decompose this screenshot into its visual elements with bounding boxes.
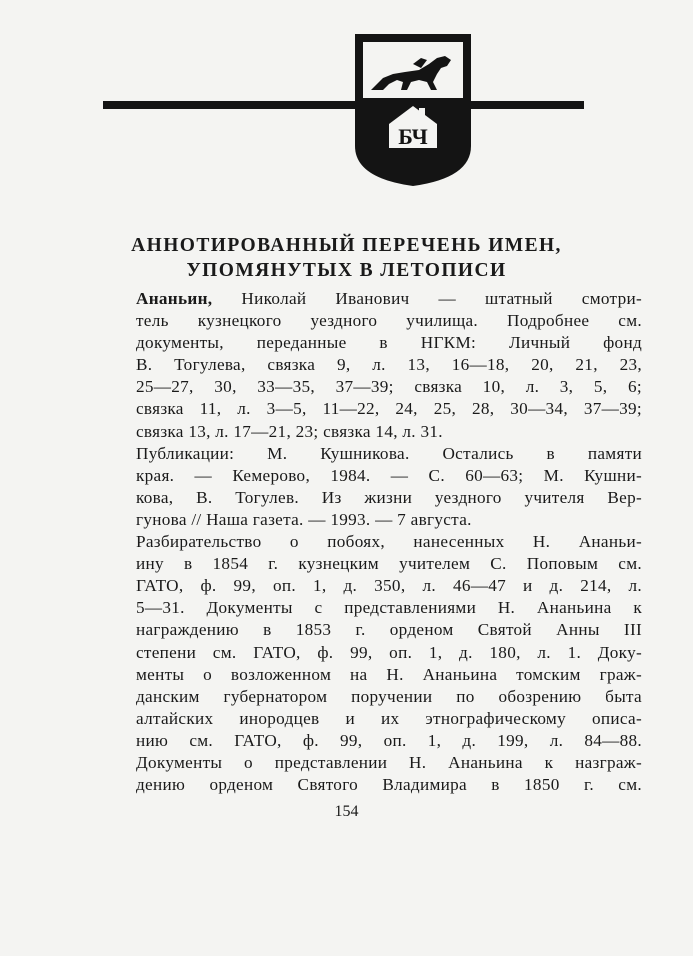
text-line: 5—31. Документы с представлениями Н. Ананьина к — [136, 598, 642, 618]
page-title — [0, 233, 693, 283]
text-line: дению орденом Святого Владимира в 1850 г. см. — [136, 775, 642, 795]
text-line: алтайских инородцев и их этнографическому описа- — [136, 708, 642, 728]
title-line-2: УПОМЯНУТЫХ В ЛЕТОПИСИ — [186, 260, 507, 281]
text-line: Документы о представлении Н. Ананьина к назграж- — [136, 752, 642, 772]
text-line: гунова // Наша газета. — 1993. — 7 августа. — [136, 509, 472, 529]
emblem — [0, 0, 693, 200]
text-line: 25—27, 30, 33—35, 37—39; связка 10, л. 3, 5, 6; — [136, 377, 642, 397]
horse-emblem-icon — [349, 28, 477, 190]
text-line: нию см. ГАТО, ф. 99, оп. 1, д. 199, л. 84—88. — [136, 730, 642, 750]
entry-text — [136, 288, 642, 796]
text-line: В. Тогулева, связка 9, л. 13, 16—18, 20, 21, 23, — [136, 355, 642, 375]
text-line: Разбирательство о побоях, нанесенных Н. Ананьи- — [136, 532, 642, 552]
text-line: Ананьин, Николай Иванович — штатный смотри- — [136, 289, 642, 308]
text-line: Публикации: М. Кушникова. Остались в памяти — [136, 443, 642, 463]
text-line: тель кузнецкого уездного училища. Подробнее см. — [136, 311, 642, 331]
text-line: награждению в 1853 г. орденом Святой Анны III — [136, 620, 642, 640]
entry-name: Ананьин, — [136, 289, 213, 308]
text-line: связка 13, л. 17—21, 23; связка 14, л. 31. — [136, 421, 443, 441]
page-number: 154 — [334, 803, 359, 820]
text-line: связка 11, л. 3—5, 11—22, 24, 25, 28, 30—34, 37—39; — [136, 399, 642, 419]
text-line: края. — Кемерово, 1984. — С. 60—63; М. Кушни- — [136, 465, 642, 485]
emblem-bar — [103, 101, 584, 109]
text-line: документы, переданные в НГКМ: Личный фонд — [136, 333, 642, 353]
title-line-1: АННОТИРОВАННЫЙ ПЕРЕЧЕНЬ ИМЕН, — [131, 235, 562, 256]
text-line: степени см. ГАТО, ф. 99, оп. 1, д. 180, л. 1. Доку- — [136, 642, 642, 662]
text-line: менты о возложенном на Н. Ананьина томским граж- — [136, 664, 642, 684]
text-line: данским губернатором поручении по обозрению быта — [136, 686, 642, 706]
text-line: ГАТО, ф. 99, оп. 1, д. 350, л. 46—47 и д. 214, л. — [136, 576, 642, 596]
text-line: кова, В. Тогулев. Из жизни уездного учителя Вер- — [136, 487, 642, 507]
emblem-letters: БЧ — [398, 124, 428, 149]
text-line: ину в 1854 г. кузнецким учителем С. Поповым см. — [136, 554, 642, 574]
